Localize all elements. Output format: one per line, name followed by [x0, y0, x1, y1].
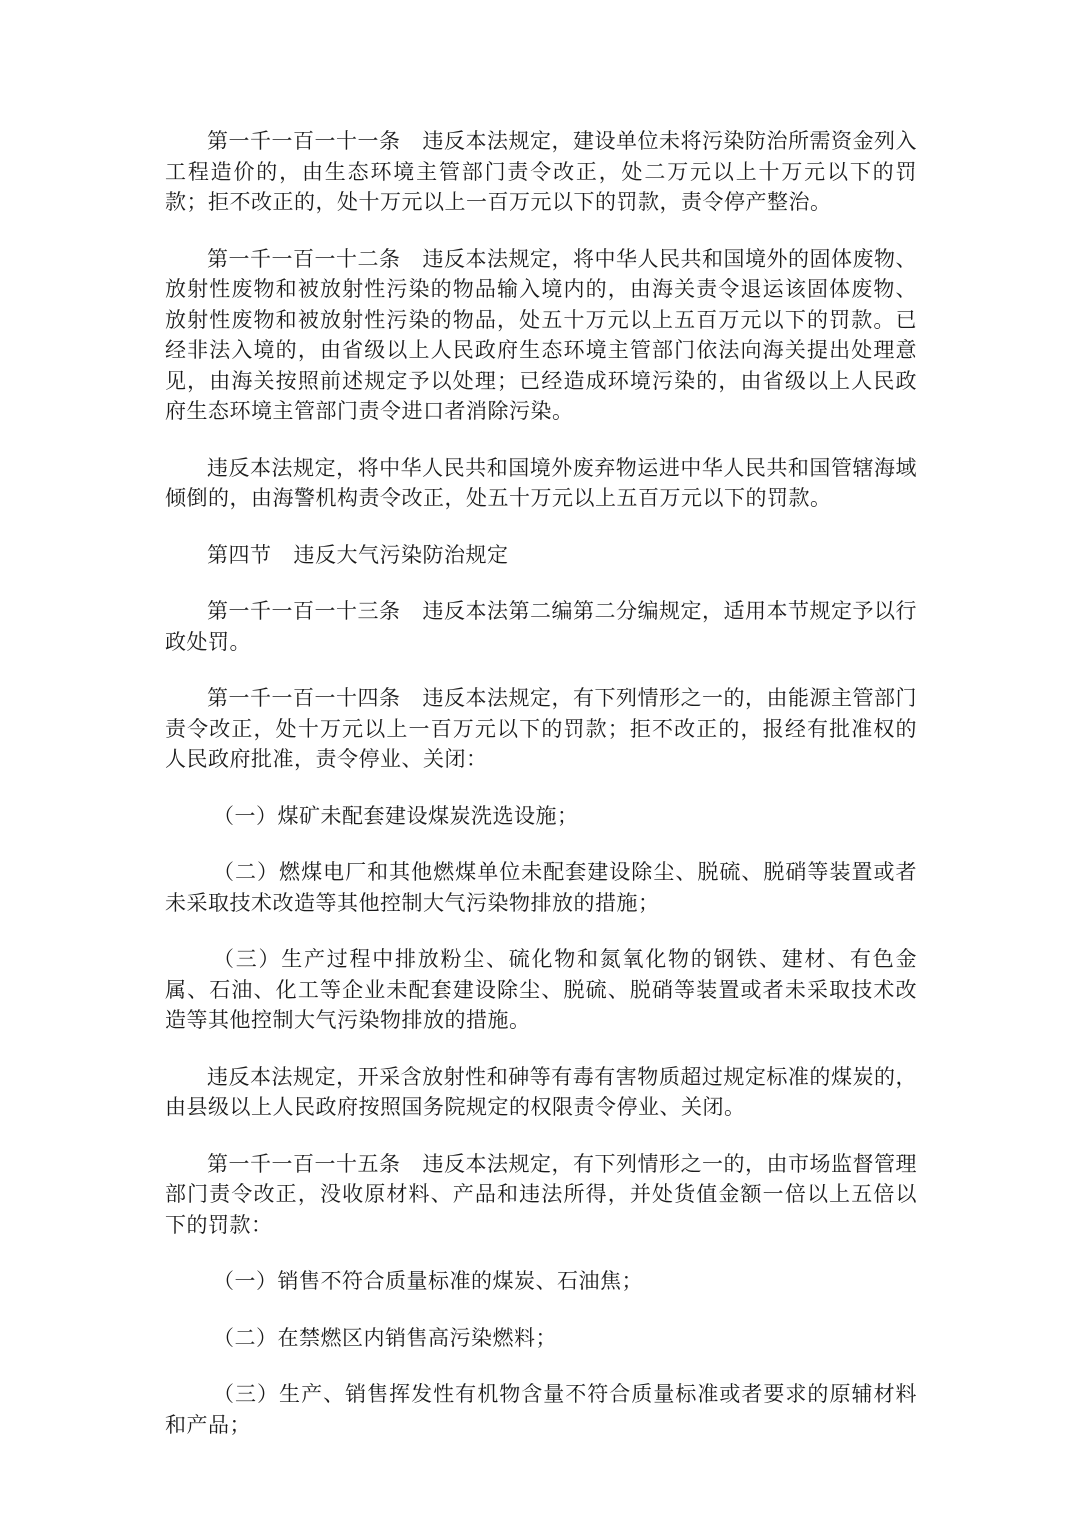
article-1114-clause-2: 违反本法规定，开采含放射性和砷等有毒有害物质超过规定标准的煤炭的，由县级以上人民政府按照国务院规定的权限责令停业、关闭。 [165, 1064, 917, 1119]
section-heading [165, 540, 917, 571]
article-text: 违反本法规定，建设单位未将污染防治所需资金列入工程造价的，由生态环境主管部门责令改正，处二万元以上十万元以下的罚款；拒不改正的，处十万元以上一百万元以下的罚款，责令停产整治。 [165, 129, 917, 214]
article-text: 违反本法规定，有下列情形之一的，由能源主管部门责令改正，处十万元以上一百万元以下的罚款；拒不改正的，报经有批准权的人民政府批准，责令停业、关闭： [165, 686, 917, 771]
article-text: 违反本法规定，有下列情形之一的，由市场监督管理部门责令改正，没收原材料、产品和违法所得，并处货值金额一倍以上五倍以下的罚款： [165, 1151, 917, 1237]
document-page [165, 126, 917, 1466]
article-text: 违反本法第二编第二分编规定，适用本节规定予以行政处罚。 [165, 599, 917, 654]
list-item: （三）生产过程中排放粉尘、硫化物和氮氧化物的钢铁、建材、有色金属、石油、化工等企业未配套建设除尘、脱硫、脱硝等装置或者未采取技术改造等其他控制大气污染物排放的措施。 [165, 947, 917, 1032]
section-title: 违反大气污染防治规定 [293, 542, 509, 567]
article-1114 [165, 683, 917, 775]
article-number: 第一千一百一十五条 [207, 1151, 401, 1176]
article-text: 违反本法规定，将中华人民共和国境外的固体废物、放射性废物和被放射性污染的物品输入境内的，由海关责令退运该固体废物、放射性废物和被放射性污染的物品，处五十万元以上五百万元以下的罚款。已经非法入境的，由省级以上人民政府生态环境主管部门依法向海关提出处理意见，由海关按照前述规定予以处理；已经造成环境污染的，由省级以上人民政府生态环境主管部门责令进口者消除污染。 [165, 246, 917, 423]
list-item: （二）燃煤电厂和其他燃煤单位未配套建设除尘、脱硫、脱硝等装置或者未采取技术改造等其他控制大气污染物排放的措施； [165, 860, 917, 915]
list-item: （一）销售不符合质量标准的煤炭、石油焦； [213, 1269, 643, 1293]
article-1113 [165, 596, 917, 657]
article-number: 第一千一百一十二条 [207, 246, 401, 271]
list-item: （三）生产、销售挥发性有机物含量不符合质量标准或者要求的原辅材料和产品； [165, 1382, 917, 1437]
list-item: （一）煤矿未配套建设煤炭洗选设施； [213, 803, 579, 828]
article-1112-clause-2: 违反本法规定，将中华人民共和国境外废弃物运进中华人民共和国管辖海域倾倒的，由海警机构责令改正，处五十万元以上五百万元以下的罚款。 [165, 455, 917, 510]
article-number: 第一千一百一十四条 [207, 686, 401, 710]
list-item: （二）在禁燃区内销售高污染燃料； [213, 1325, 557, 1350]
article-number: 第一千一百一十一条 [207, 129, 401, 153]
section-number: 第四节 [207, 542, 272, 567]
article-1112 [165, 244, 917, 427]
article-number: 第一千一百一十三条 [207, 599, 401, 623]
article-1111 [165, 126, 917, 218]
article-1115 [165, 1149, 917, 1241]
